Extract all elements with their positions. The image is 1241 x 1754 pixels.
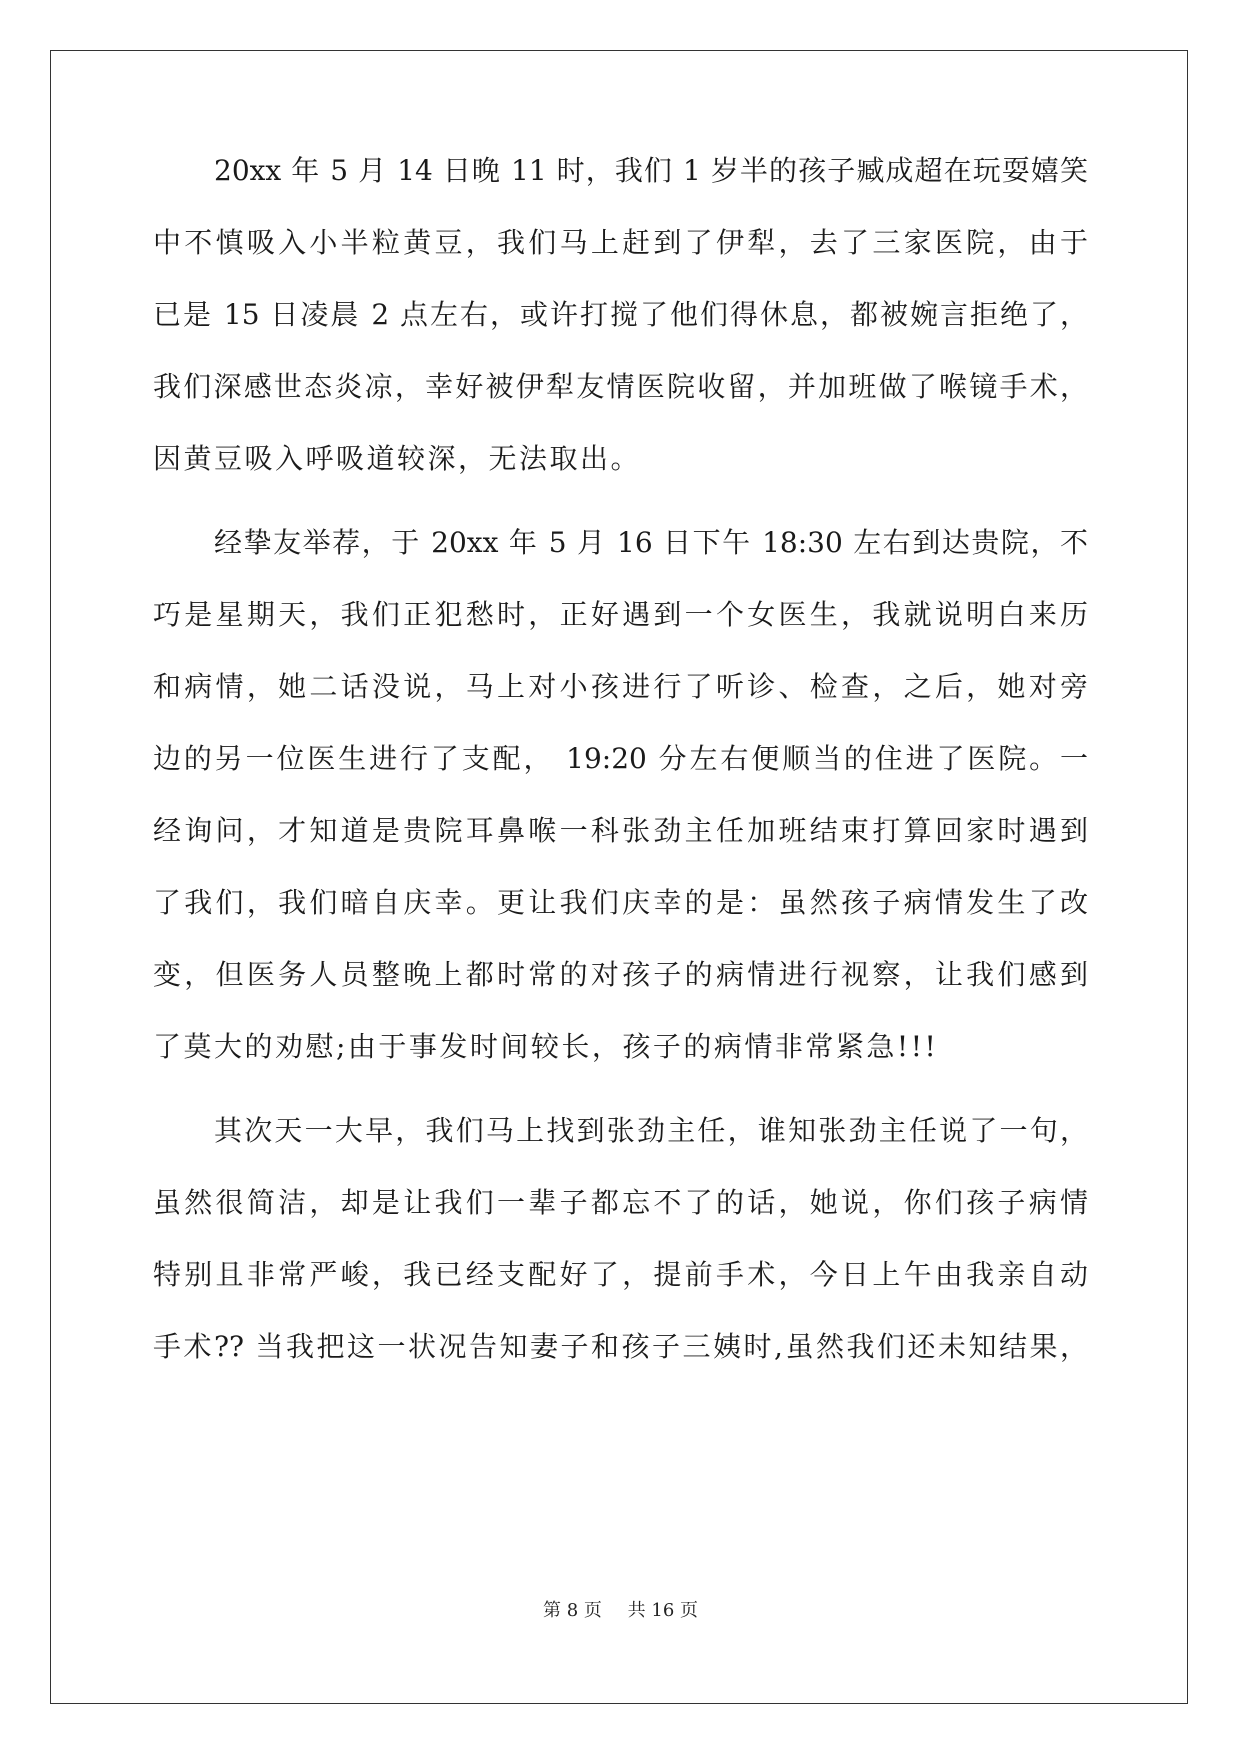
text-line-17: 手术?? 当我把这一状况告知妻子和孩子三姨时,虽然我们还未知结果， (153, 1330, 1088, 1363)
text-line-5: 因黄豆吸入呼吸道较深，无法取出。 (153, 442, 642, 475)
text-line-9: 边的另一位医生进行了支配， 19:20 分左右便顺当的住进了医院。一 (153, 742, 1088, 775)
current-page-number: 第 8 页 (543, 1600, 602, 1621)
text-line-13: 了莫大的劝慰;由于事发时间较长，孩子的病情非常紧急!!! (153, 1030, 939, 1063)
text-line-16: 特别且非常严峻，我已经支配好了，提前手术，今日上午由我亲自动 (153, 1258, 1088, 1291)
text-line-1: 20xx 年 5 月 14 日晚 11 时，我们 1 岁半的孩子臧成超在玩耍嬉笑 (214, 154, 1088, 187)
text-line-2: 中不慎吸入小半粒黄豆，我们马上赶到了伊犁，去了三家医院，由于 (153, 226, 1088, 259)
text-line-11: 了我们，我们暗自庆幸。更让我们庆幸的是：虽然孩子病情发生了改 (153, 886, 1088, 919)
text-line-8: 和病情，她二话没说，马上对小孩进行了听诊、检查，之后，她对旁 (153, 670, 1088, 703)
total-page-count: 共 16 页 (627, 1600, 698, 1621)
text-line-3: 已是 15 日凌晨 2 点左右，或许打搅了他们得休息，都被婉言拒绝了， (153, 298, 1088, 331)
text-line-15: 虽然很简洁，却是让我们一辈子都忘不了的话，她说，你们孩子病情 (153, 1186, 1088, 1219)
page-footer (0, 1599, 1241, 1623)
text-line-7: 巧是星期天，我们正犯愁时，正好遇到一个女医生，我就说明白来历 (153, 598, 1088, 631)
text-line-12: 变，但医务人员整晚上都时常的对孩子的病情进行视察，让我们感到 (153, 958, 1088, 991)
text-line-6: 经挚友举荐，于 20xx 年 5 月 16 日下午 18:30 左右到达贵院，不 (214, 526, 1088, 559)
text-line-4: 我们深感世态炎凉，幸好被伊犁友情医院收留，并加班做了喉镜手术， (153, 370, 1088, 403)
text-line-10: 经询问，才知道是贵院耳鼻喉一科张劲主任加班结束打算回家时遇到 (153, 814, 1088, 847)
text-line-14: 其次天一大早，我们马上找到张劲主任，谁知张劲主任说了一句， (214, 1114, 1088, 1147)
